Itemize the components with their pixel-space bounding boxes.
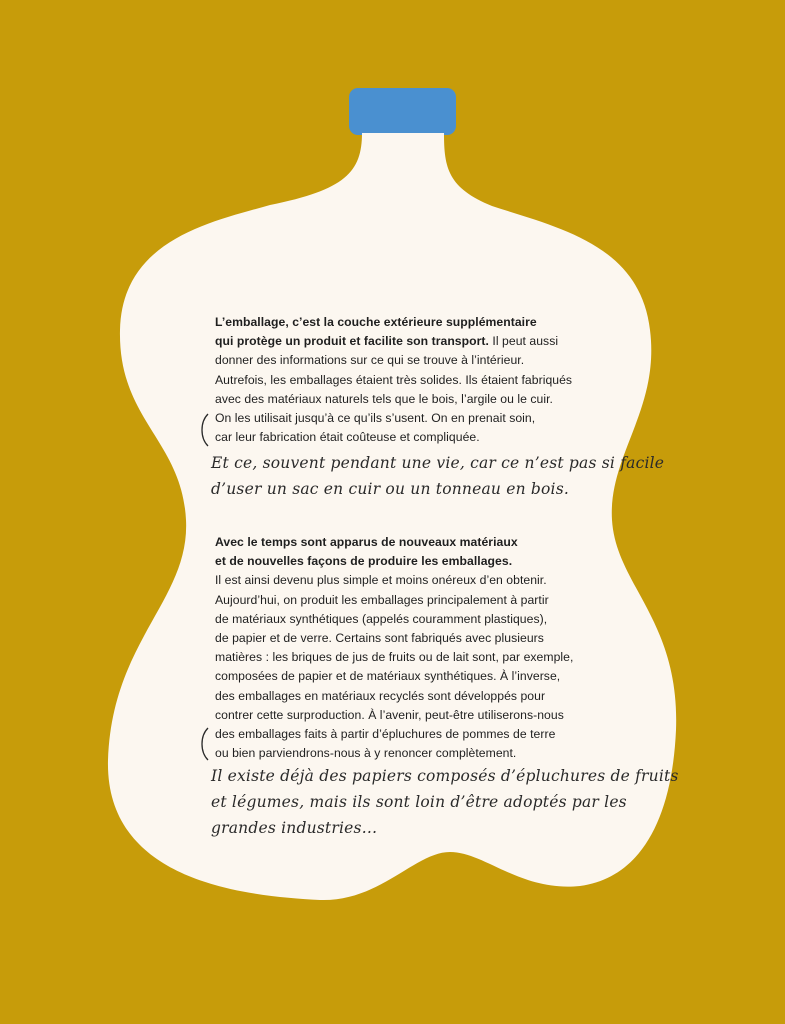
note-line: Et ce, souvent pendant une vie, car ce n’est pas si facile — [211, 454, 665, 472]
bracket-mark — [197, 726, 211, 762]
paragraph-line: Il est ainsi devenu plus simple et moins onéreux d’en obtenir. — [215, 573, 547, 588]
paragraph-text: Il peut aussi — [488, 334, 559, 349]
paragraph-packaging-definition — [215, 313, 585, 447]
paragraph-line: des emballages faits à partir d’épluchures de pommes de terre — [215, 727, 556, 742]
paragraph-line: Aujourd’hui, on produit les emballages principalement à partir — [215, 592, 549, 607]
paragraph-line — [215, 332, 585, 351]
handwritten-note-1 — [211, 450, 664, 502]
paragraph-line: ou bien parviendrons-nous à y renoncer complètement. — [215, 746, 517, 761]
paragraph-line: de papier et de verre. Certains sont fabriqués avec plusieurs — [215, 631, 544, 646]
paragraph-line: contrer cette surproduction. À l’avenir, peut-être utiliserons-nous — [215, 707, 564, 722]
paragraph-line: avec des matériaux naturels tels que le bois, l’argile ou le cuir. — [215, 391, 553, 406]
paragraph-new-materials — [215, 533, 585, 763]
handwritten-note-2 — [211, 763, 679, 841]
paragraph-line: des emballages en matériaux recyclés sont développés pour — [215, 688, 546, 703]
paragraph-line: matières : les briques de jus de fruits ou de lait sont, par exemple, — [215, 650, 574, 665]
note-line: grandes industries… — [211, 819, 378, 837]
paragraph-line: et de nouvelles façons de produire les emballages. — [215, 554, 513, 569]
paragraph-line: On les utilisait jusqu’à ce qu’ils s’usent. On en prenait soin, — [215, 411, 536, 426]
paragraph-line: de matériaux synthétiques (appelés couramment plastiques), — [215, 611, 548, 626]
note-line: Il existe déjà des papiers composés d’épluchures de fruits — [211, 767, 679, 785]
paragraph-line: Avec le temps sont apparus de nouveaux matériaux — [215, 535, 518, 549]
bottle-cap — [349, 88, 456, 135]
note-line: et légumes, mais ils sont loin d’être adoptés par les — [211, 793, 627, 811]
paragraph-line: composées de papier et de matériaux synthétiques. À l’inverse, — [215, 669, 561, 684]
bracket-mark — [197, 412, 211, 448]
paragraph-bold-text: qui protège un produit et facilite son transport. — [215, 334, 489, 349]
note-line: d’user un sac en cuir ou un tonneau en bois. — [211, 480, 569, 498]
paragraph-line: car leur fabrication était coûteuse et compliquée. — [215, 430, 480, 445]
paragraph-line: Autrefois, les emballages étaient très solides. Ils étaient fabriqués — [215, 372, 573, 387]
paragraph-line: donner des informations sur ce qui se trouve à l’intérieur. — [215, 353, 525, 368]
paragraph-line: L’emballage, c’est la couche extérieure supplémentaire — [215, 315, 537, 329]
